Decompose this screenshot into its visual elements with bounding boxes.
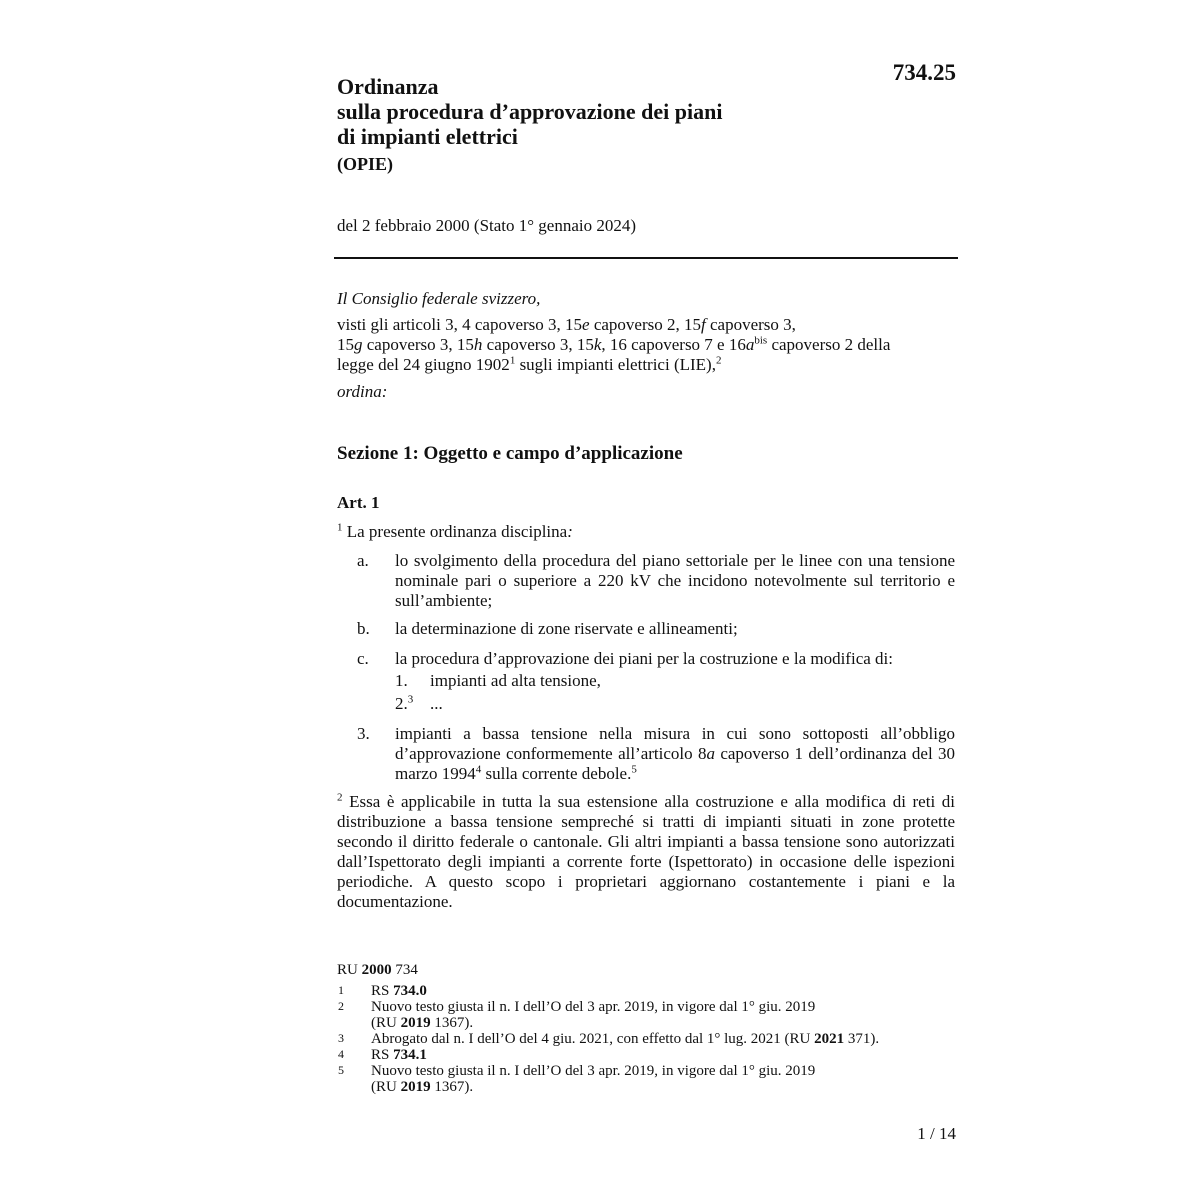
title-line: sulla procedura d’approvazione dei piani xyxy=(337,99,723,124)
document-title xyxy=(337,74,857,149)
text-run: sugli impianti elettrici (LIE), xyxy=(515,355,716,374)
preamble-line xyxy=(337,335,957,355)
text-run: Abrogato dal n. I dell’O del 4 giu. 2021, con effetto dal 1° lug. 2021 (RU xyxy=(371,1031,815,1047)
text-run: 2019 xyxy=(400,1015,431,1031)
list-item-letter: b. xyxy=(357,619,370,638)
footnote-text xyxy=(371,999,961,1031)
sub-item-text: ... xyxy=(430,694,443,713)
text-run: visti gli articoli 3, 4 capoverso 3, 15 xyxy=(337,315,583,334)
footnote-number: 4 xyxy=(338,1047,344,1061)
title-line: Ordinanza xyxy=(337,74,439,99)
footnote-ref[interactable]: 5 xyxy=(631,763,637,776)
list-item-text: la determinazione di zone riservate e allineamenti; xyxy=(395,619,738,638)
footnote-ref[interactable]: 3 xyxy=(407,693,414,706)
list-item-text xyxy=(395,724,955,784)
text-run: : xyxy=(567,522,573,541)
text-run: capoverso 3, 15 xyxy=(362,335,474,354)
text-run: 1367). xyxy=(430,1079,474,1095)
text-run: 734.1 xyxy=(393,1047,427,1063)
text-run: capoverso 3, xyxy=(705,315,796,334)
text-run: Essa è applicabile in tutta la sua estensione alla costruzione e alla modifica di reti di distribuzione a bassa tensione sempreché si tratti di impianti situati in zone protette secondo il diritto federale o cantonale. Gli altri impianti a bassa tensione sono autorizzati dall’Ispettorato degli impianti a corrente forte (Ispettorato) in occasione delle ispezioni periodiche. A questo scopo i proprietari aggiornano costantemente i piani e la documentazione. xyxy=(337,792,955,911)
list-item-text: lo svolgimento della procedura del piano settoriale per le linee con una tensione nominale pari o superiore a 220 kV che incidono notevolmente sul territorio e sull’ambiente; xyxy=(395,551,955,610)
text-run: 2019 xyxy=(400,1079,431,1095)
sr-number: 734.25 xyxy=(892,60,956,85)
text-run: f xyxy=(701,315,706,334)
text-run: h xyxy=(473,335,483,354)
text-run: (RU xyxy=(371,1015,401,1031)
title-line: di impianti elettrici xyxy=(337,124,518,149)
text-run: 734.0 xyxy=(393,983,427,999)
text-run: RU xyxy=(337,962,362,978)
header-divider xyxy=(334,257,958,259)
text-run: 15 xyxy=(337,335,354,354)
official-compilation-ref xyxy=(337,962,418,979)
footnote-number: 1 xyxy=(338,983,344,997)
page-number: 1 / 14 xyxy=(917,1124,956,1143)
sub-item-number: 1. xyxy=(395,671,408,690)
document-date: del 2 febbraio 2000 (Stato 1° gennaio 2024) xyxy=(337,216,637,235)
section-title: Sezione 1: Oggetto e campo d’applicazione xyxy=(337,443,683,464)
text-run: La presente ordinanza disciplina xyxy=(342,522,568,541)
list-item-letter: c. xyxy=(357,649,369,668)
text-run: g xyxy=(354,335,363,354)
footnote-text xyxy=(371,1031,961,1047)
list-item-number: 3. xyxy=(357,724,370,743)
text-run: e xyxy=(582,315,590,334)
footnote-text xyxy=(371,1047,961,1063)
text-run: (RU xyxy=(371,1079,401,1095)
list-item-letter: a. xyxy=(357,551,369,570)
superscript: bis xyxy=(754,334,768,347)
sub-item-number xyxy=(395,694,413,714)
paragraph-number: 1 xyxy=(337,521,343,534)
footnote-line xyxy=(371,1079,961,1095)
footnote-number: 2 xyxy=(338,999,344,1013)
text-run: 1367). xyxy=(430,1015,474,1031)
text-run: 2000 xyxy=(361,962,392,978)
paragraph-number: 2 xyxy=(337,791,343,804)
text-run: capoverso 1 dell’ordinanza del 30 marzo 1994 xyxy=(395,744,955,783)
footnote-ref[interactable]: 4 xyxy=(475,763,482,776)
text-run: a xyxy=(745,335,755,354)
article-title: Art. 1 xyxy=(337,493,380,512)
text-run: capoverso 2 della xyxy=(767,335,891,354)
text-run: k xyxy=(593,335,602,354)
paragraph-2 xyxy=(337,792,955,912)
text-run: impianti a bassa tensione nella misura in cui sono sottoposti all’obbligo d’approvazione conformemente all’articolo 8 xyxy=(395,724,955,763)
text-run: a xyxy=(706,744,715,763)
preamble-decree: ordina: xyxy=(337,382,388,401)
footnote-number: 5 xyxy=(338,1063,344,1077)
preamble-authority: Il Consiglio federale svizzero, xyxy=(337,289,541,308)
text-run: 2021 xyxy=(814,1031,845,1047)
text-run: RS xyxy=(371,983,394,999)
footnote-text xyxy=(371,1063,961,1095)
document-abbreviation: (OPIE) xyxy=(337,154,393,174)
footnote-line: Nuovo testo giusta il n. I dell’O del 3 apr. 2019, in vigore dal 1° giu. 2019 xyxy=(371,1063,816,1079)
footnote-text xyxy=(371,983,961,999)
list-item-text: la procedura d’approvazione dei piani per la costruzione e la modifica di: xyxy=(395,649,893,668)
text-run: 734 xyxy=(391,962,418,978)
text-run: sulla corrente debole. xyxy=(481,764,632,783)
text-run: capoverso 2, 15 xyxy=(589,315,702,334)
sub-item-text: impianti ad alta tensione, xyxy=(430,671,601,690)
footnote-ref[interactable]: 2 xyxy=(715,354,722,367)
text-run: , 16 capoverso 7 e 16 xyxy=(601,335,746,354)
paragraph-1 xyxy=(337,522,955,542)
preamble-line xyxy=(337,355,957,375)
text-run: 371). xyxy=(844,1031,880,1047)
footnote-line xyxy=(371,1015,961,1031)
footnote-number: 3 xyxy=(338,1031,344,1045)
text-run: 2. xyxy=(395,694,408,713)
footnote-ref[interactable]: 1 xyxy=(509,354,516,367)
text-run: capoverso 3, 15 xyxy=(482,335,594,354)
preamble-line xyxy=(337,315,957,335)
preamble-legal-basis xyxy=(337,315,957,375)
text-run: RS xyxy=(371,1047,394,1063)
text-run: legge del 24 giugno 1902 xyxy=(337,355,510,374)
footnote-line: Nuovo testo giusta il n. I dell’O del 3 apr. 2019, in vigore dal 1° giu. 2019 xyxy=(371,999,816,1015)
